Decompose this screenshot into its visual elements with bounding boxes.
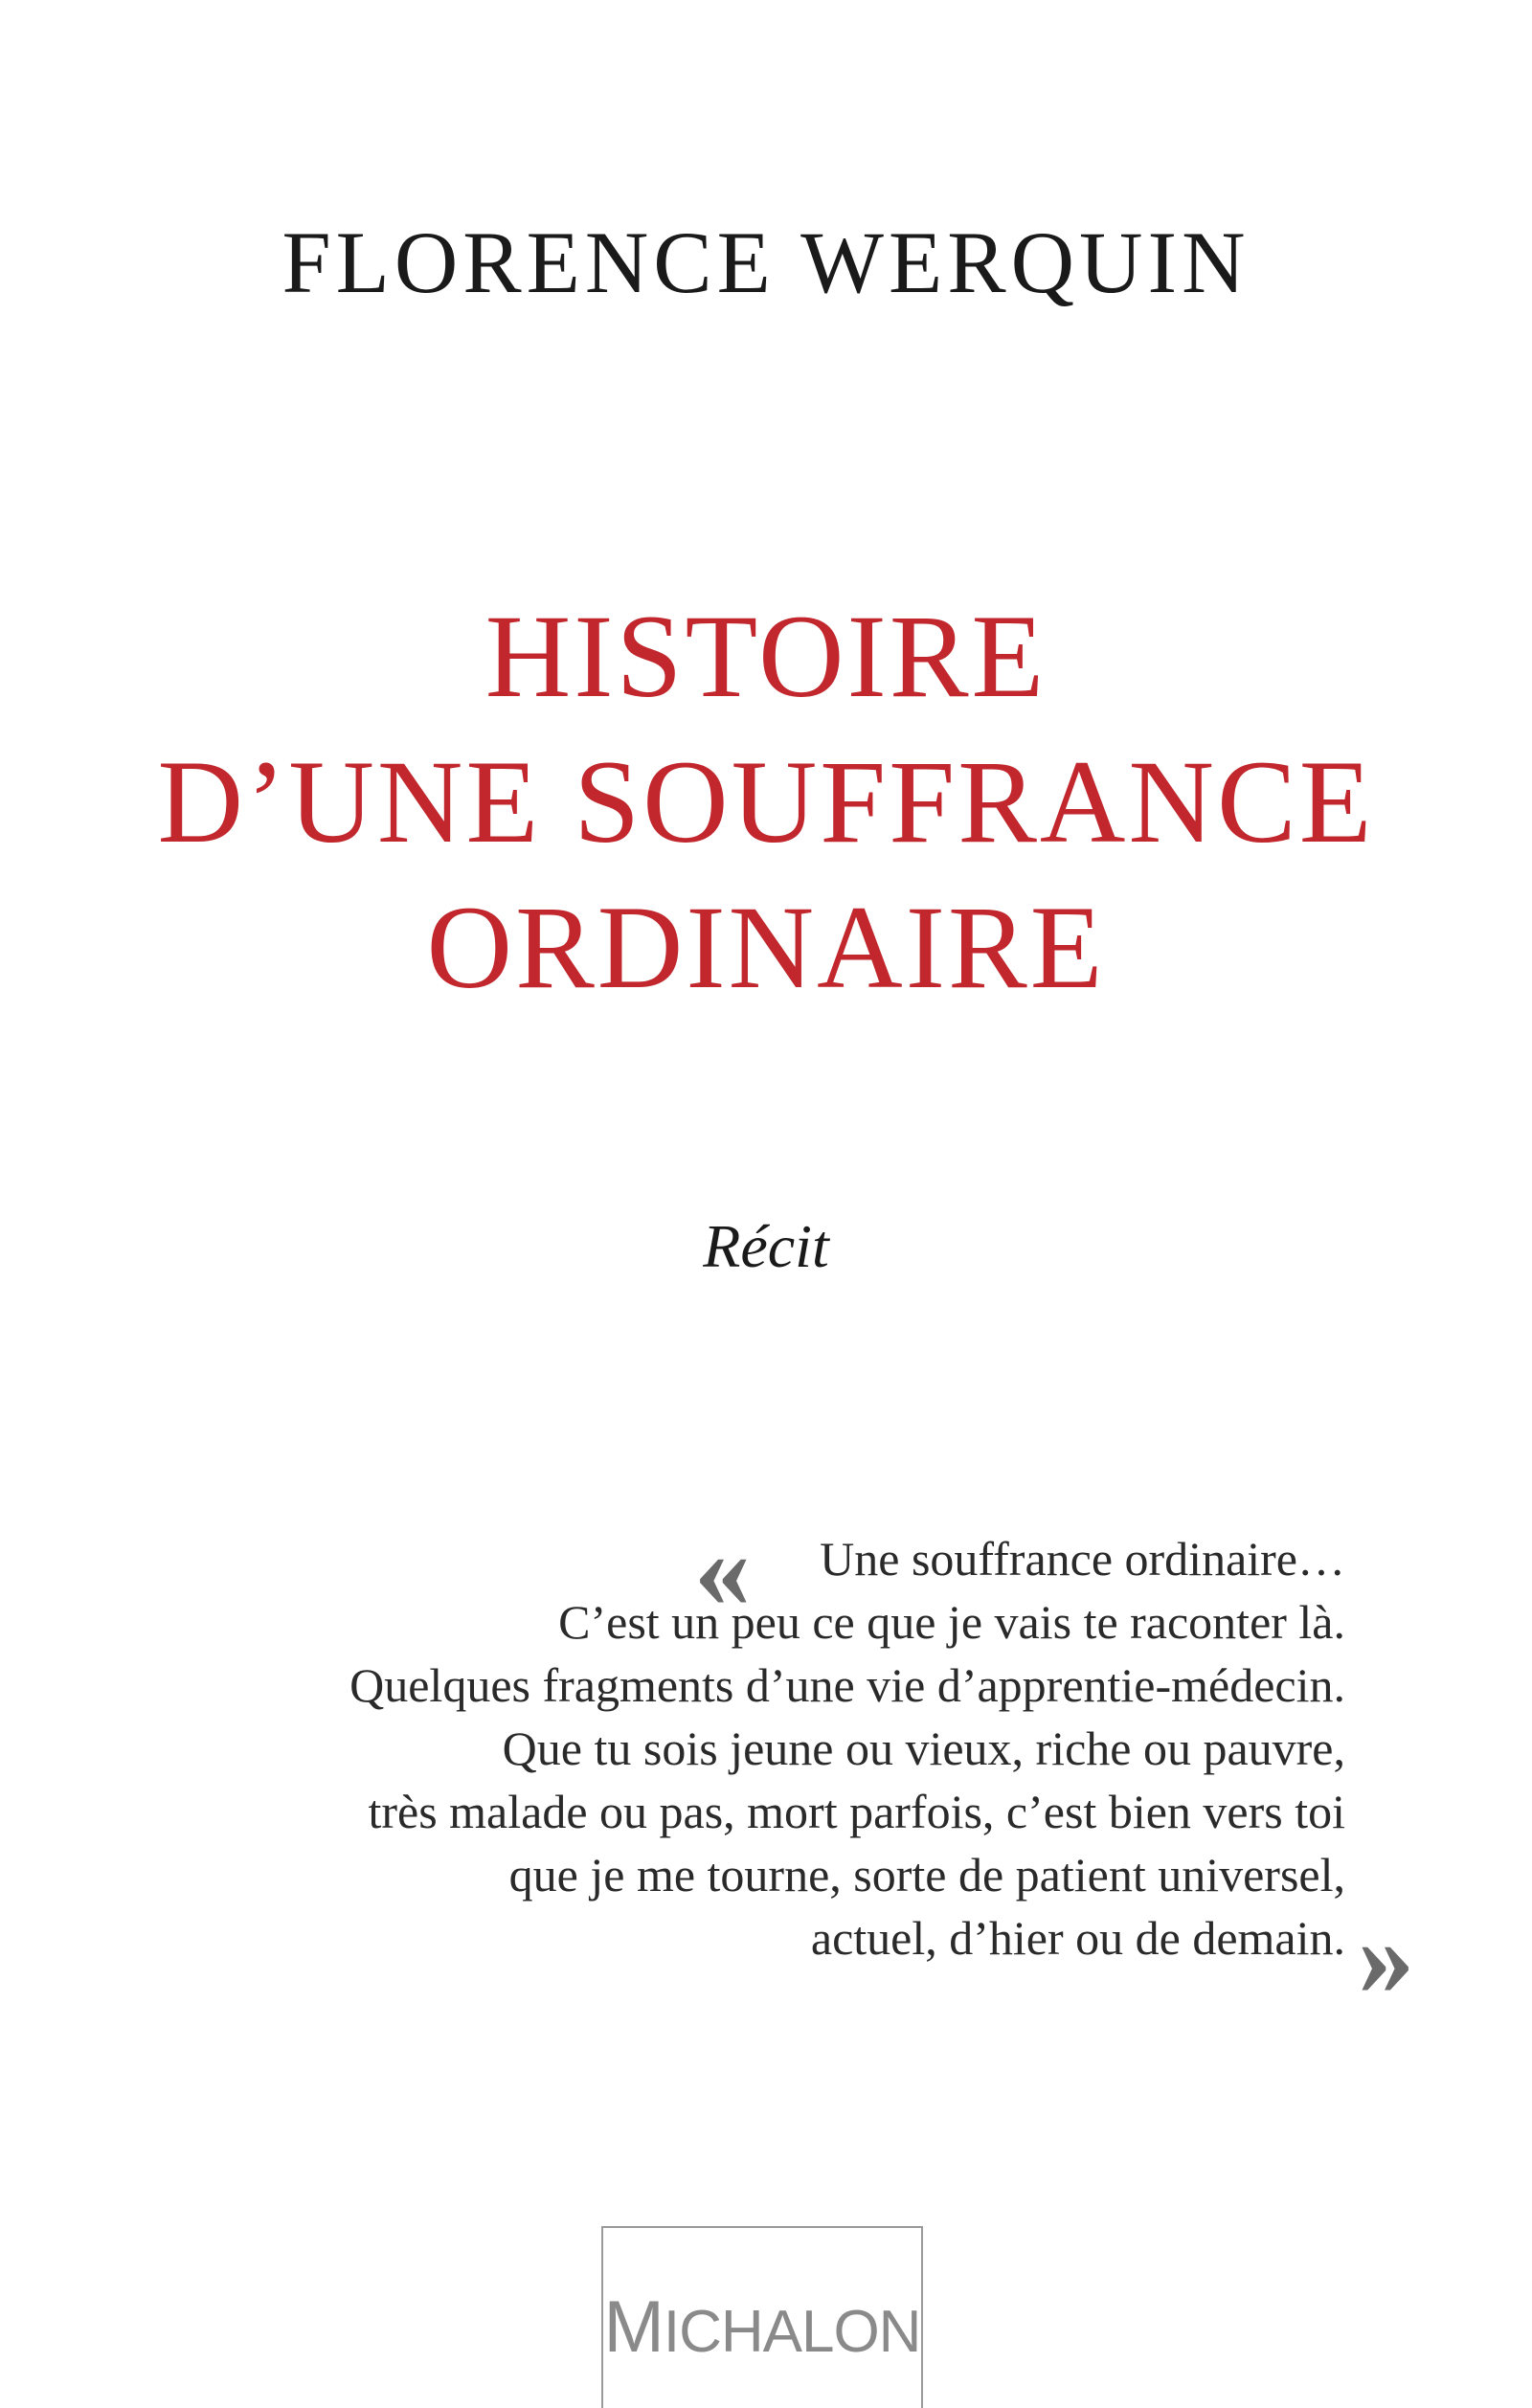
- book-title: [0, 584, 1532, 1021]
- quote-line-3: Quelques fragments d’une vie d’apprentie-médecin.: [349, 1658, 1345, 1712]
- genre-label: Récit: [703, 1212, 829, 1280]
- open-quote-mark: «: [694, 1506, 751, 1632]
- title-line-2: D’UNE SOUFFRANCE: [157, 736, 1375, 867]
- quote-line-5: très malade ou pas, mort parfois, c’est bien vers toi: [368, 1785, 1345, 1838]
- quote-line-1: Une souffrance ordinaire…: [820, 1532, 1345, 1586]
- quote-line-7: actuel, d’hier ou de demain.: [810, 1911, 1345, 1965]
- blurb-quote: [192, 1527, 1345, 1969]
- publisher-rest: ICHALON: [663, 2299, 921, 2365]
- title-line-1: HISTOIRE: [484, 591, 1048, 722]
- quote-line-6: que je me tourne, sorte de patient universel,: [508, 1848, 1345, 1902]
- quote-line-2: C’est un peu ce que je vais te raconter là.: [558, 1595, 1345, 1649]
- publisher-initial: M: [603, 2286, 664, 2368]
- title-line-3: ORDINAIRE: [426, 882, 1106, 1013]
- close-quote-mark: »: [1358, 1894, 1414, 2019]
- publisher-logo-box: [601, 2226, 923, 2408]
- publisher-logo: [603, 2286, 921, 2368]
- author-name: FLORENCE WERQUIN: [282, 214, 1250, 311]
- quote-line-4: Que tu sois jeune ou vieux, riche ou pauvre,: [502, 1722, 1345, 1775]
